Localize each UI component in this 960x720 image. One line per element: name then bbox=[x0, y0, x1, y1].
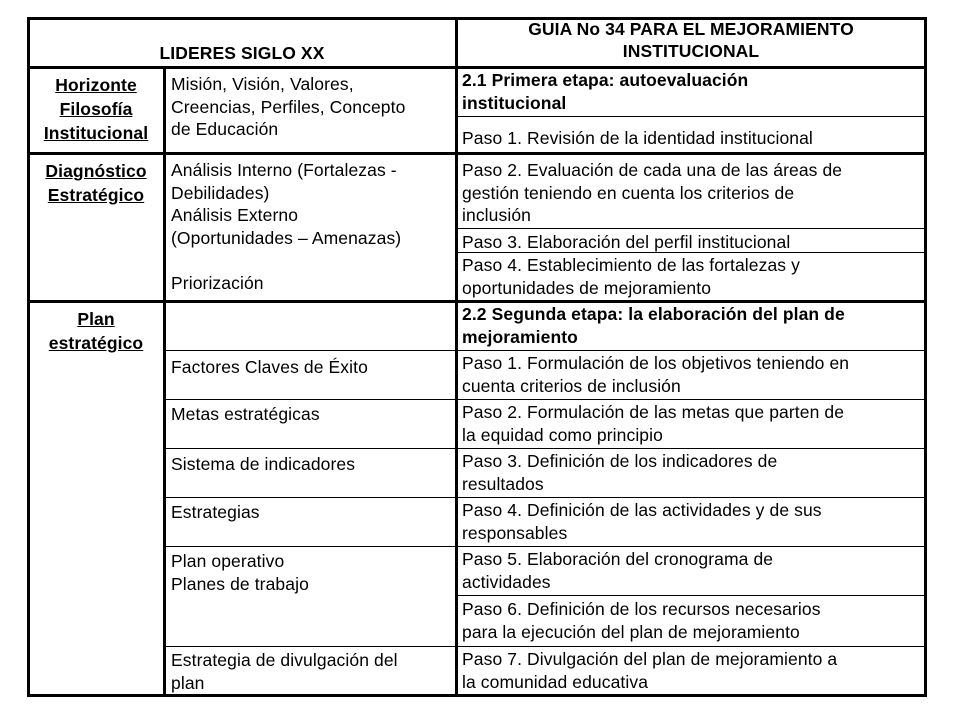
section-3-divulgacion: Estrategia de divulgación del plan bbox=[171, 650, 398, 693]
section-1-stage-title: 2.1 Primera etapa: autoevaluación institucional bbox=[462, 70, 749, 113]
section-3-step-1: Paso 1. Formulación de los objetivos teniendo en cuenta criterios de inclusión bbox=[462, 353, 850, 396]
section-1-middle: Misión, Visión, Valores, Creencias, Perfiles, Concepto de Educación bbox=[171, 74, 406, 139]
divider-s2-right-1 bbox=[457, 228, 926, 229]
section-3-factores: Factores Claves de Éxito bbox=[171, 357, 368, 377]
section-2-step-2: Paso 2. Evaluación de cada una de las áreas de gestión teniendo en cuenta los criterios de inclusión bbox=[462, 160, 843, 225]
divider-s3-right-6 bbox=[457, 595, 926, 596]
section-label-diagnostico: Diagnóstico Estratégico bbox=[45, 161, 147, 205]
section-3-stage-title: 2.2 Segunda etapa: la elaboración del plan de mejoramiento bbox=[462, 304, 845, 347]
section-3-step-4: Paso 4. Definición de las actividades y de sus responsables bbox=[462, 500, 822, 543]
section-label-horizonte: Horizonte Filosofía Institucional bbox=[43, 75, 149, 143]
section-2-step-4: Paso 4. Establecimiento de las fortalezas y oportunidades de mejoramiento bbox=[462, 255, 800, 298]
divider-s3-row-3 bbox=[165, 448, 926, 449]
header-right: GUIA No 34 PARA EL MEJORAMIENTO INSTITUCIONAL bbox=[528, 19, 854, 61]
section-3-estrategias: Estrategias bbox=[171, 502, 260, 522]
divider-s1-right-1 bbox=[457, 116, 926, 117]
section-2-step-3: Paso 3. Elaboración del perfil institucional bbox=[462, 232, 791, 252]
section-label-plan: Plan estratégico bbox=[48, 309, 144, 353]
section-1-step-1: Paso 1. Revisión de la identidad institucional bbox=[462, 128, 813, 148]
section-3-step-6: Paso 6. Definición de los recursos necesarios para la ejecución del plan de mejoramiento bbox=[462, 599, 821, 642]
section-3-indicadores: Sistema de indicadores bbox=[171, 454, 356, 474]
divider-s3-row-1 bbox=[165, 350, 926, 351]
section-3-step-5: Paso 5. Elaboración del cronograma de actividades bbox=[462, 549, 774, 592]
section-3-step-7: Paso 7. Divulgación del plan de mejoramiento a la comunidad educativa bbox=[462, 649, 838, 692]
section-3-step-2: Paso 2. Formulación de las metas que parten de la equidad como principio bbox=[462, 402, 845, 445]
divider-section-1 bbox=[28, 152, 926, 155]
header-left: LIDERES SIGLO XX bbox=[159, 43, 325, 63]
divider-s3-row-2 bbox=[165, 399, 926, 400]
section-3-step-3: Paso 3. Definición de los indicadores de resultados bbox=[462, 451, 778, 494]
section-3-plan-operativo: Plan operativo Planes de trabajo bbox=[171, 551, 309, 594]
divider-s3-row-5 bbox=[165, 546, 926, 547]
section-3-metas: Metas estratégicas bbox=[171, 404, 320, 424]
divider-s3-row-4 bbox=[165, 497, 926, 498]
divider-s3-row-7 bbox=[165, 646, 926, 647]
section-2-middle: Análisis Interno (Fortalezas - Debilidades) Análisis Externo (Oportunidades – Amenazas) Priorización bbox=[171, 160, 402, 293]
